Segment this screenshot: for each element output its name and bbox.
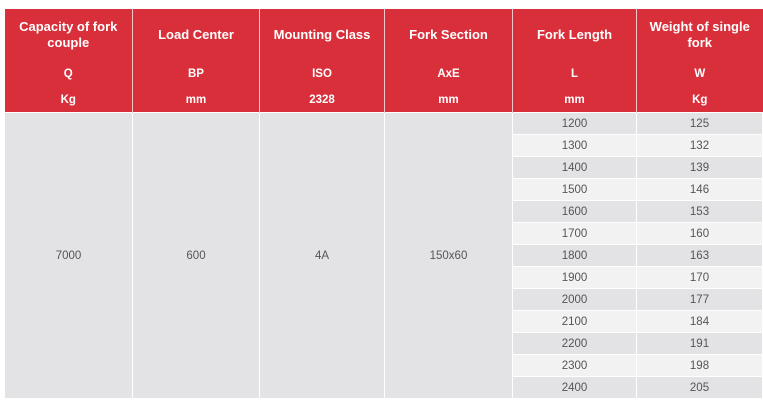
fork-length-cell: 1200 — [513, 113, 637, 135]
header-symbol: BP — [188, 68, 204, 80]
fork-section-cell: 150x60 — [385, 113, 513, 399]
fork-length-cell: 1300 — [513, 135, 637, 157]
weight-cell: 139 — [637, 157, 763, 179]
weight-cell: 146 — [637, 179, 763, 201]
header-symbol: W — [694, 68, 706, 80]
header-symbol: AxE — [437, 68, 460, 80]
fork-length-cell: 1700 — [513, 223, 637, 245]
header-load-center — [133, 9, 260, 113]
fork-length-cell: 2200 — [513, 333, 637, 355]
header-symbol: ISO — [312, 68, 332, 80]
fork-length-cell: 2000 — [513, 289, 637, 311]
header-mounting-class — [260, 9, 385, 113]
header-unit: Kg — [692, 94, 708, 106]
weight-cell: 132 — [637, 135, 763, 157]
mounting-class-cell: 4A — [260, 113, 385, 399]
header-weight — [637, 9, 763, 113]
fork-length-cell: 1900 — [513, 267, 637, 289]
fork-length-cell: 1500 — [513, 179, 637, 201]
header-row — [5, 9, 763, 113]
weight-cell: 191 — [637, 333, 763, 355]
fork-length-cell: 1400 — [513, 157, 637, 179]
header-unit: mm — [185, 94, 207, 106]
header-fork-section — [385, 9, 513, 113]
weight-cell: 177 — [637, 289, 763, 311]
weight-cell: 198 — [637, 355, 763, 377]
weight-cell: 160 — [637, 223, 763, 245]
weight-cell: 153 — [637, 201, 763, 223]
header-symbol: L — [570, 68, 579, 80]
header-symbol: Q — [63, 68, 73, 80]
weight-cell: 205 — [637, 377, 763, 399]
weight-cell: 184 — [637, 311, 763, 333]
weight-cell: 163 — [637, 245, 763, 267]
table-row — [5, 113, 763, 135]
header-title: Capacity of fork couple — [19, 19, 118, 50]
fork-length-cell: 1600 — [513, 201, 637, 223]
header-unit: mm — [438, 94, 459, 106]
fork-length-cell: 2300 — [513, 355, 637, 377]
weight-cell: 125 — [637, 113, 763, 135]
table-header — [5, 9, 763, 113]
header-title: Mounting Class — [273, 27, 371, 42]
header-capacity — [5, 9, 133, 113]
weight-cell: 170 — [637, 267, 763, 289]
header-unit: 2328 — [309, 94, 335, 106]
header-title: Weight of single fork — [649, 19, 750, 50]
header-title: Fork Section — [409, 27, 488, 42]
table-body — [5, 113, 763, 399]
header-title: Fork Length — [536, 27, 613, 42]
header-fork-length — [513, 9, 637, 113]
header-unit: mm — [564, 94, 585, 106]
fork-length-cell: 1800 — [513, 245, 637, 267]
fork-spec-table — [4, 9, 763, 399]
fork-length-cell: 2400 — [513, 377, 637, 399]
capacity-cell: 7000 — [5, 113, 133, 399]
header-unit: Kg — [60, 94, 76, 106]
header-title: Load Center — [158, 27, 234, 42]
load-center-cell: 600 — [133, 113, 260, 399]
fork-length-cell: 2100 — [513, 311, 637, 333]
